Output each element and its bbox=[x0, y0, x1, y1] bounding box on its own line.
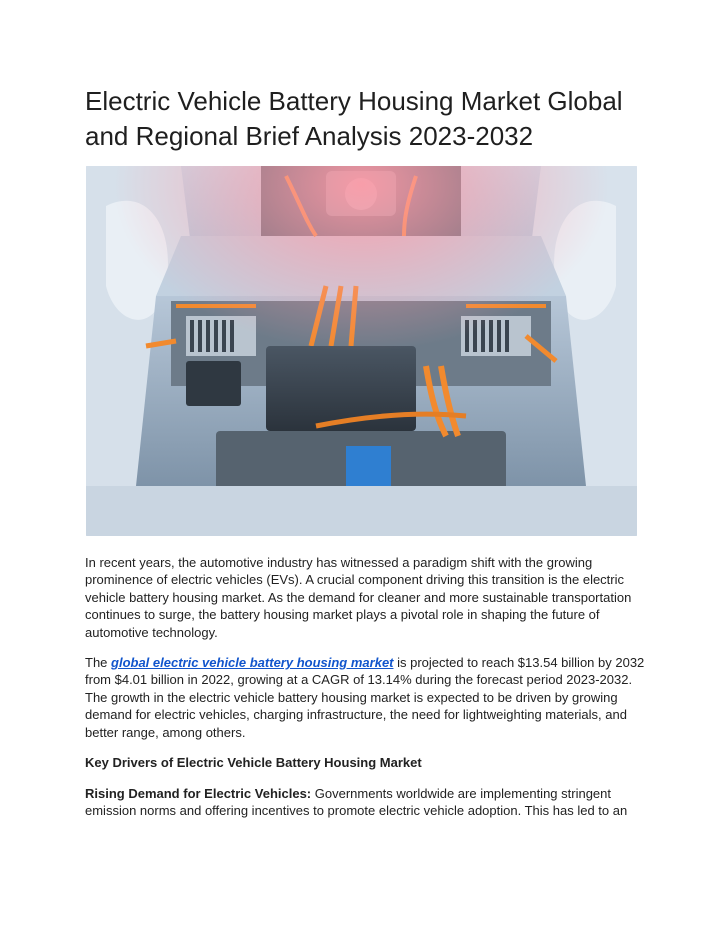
driver-text: Governments worldwide are implementing stringent emission norms and offering incentives to promote electric vehicle adoption. This has led to an bbox=[85, 786, 628, 819]
drivers-heading: Key Drivers of Electric Vehicle Battery Housing Market bbox=[85, 755, 422, 770]
driver-label: Rising Demand for Electric Vehicles: bbox=[85, 786, 312, 801]
ev-battery-chassis-photo-icon bbox=[86, 166, 637, 536]
hero-image bbox=[86, 166, 637, 536]
market-report-link[interactable]: global electric vehicle battery housing market bbox=[111, 655, 394, 670]
market-lead-text: The bbox=[85, 655, 112, 670]
market-body-text: is projected to reach $13.54 billion by 2032 from $4.01 billion in 2022, growing at a CAGR of 13.14% during the forecast period 2023-2032. The growth in the electric vehicle battery housing market is expected to be driven by growing demand for electric vehicles, charging infrastructure, the need for lightweighting materials, and better range, among others. bbox=[85, 655, 645, 740]
page-title: Electric Vehicle Battery Housing Market Global and Regional Brief Analysis 2023-2032 bbox=[85, 86, 623, 151]
intro-paragraph: In recent years, the automotive industry has witnessed a paradigm shift with the growing prominence of electric vehicles (EVs). A crucial component driving this transition is the electric vehicle battery housing market. As the demand for cleaner and more sustainable transportation continues to surge, the battery housing market plays a pivotal role in shaping the future of automotive technology. bbox=[85, 555, 632, 640]
market-paragraph bbox=[85, 654, 645, 741]
driver-paragraph bbox=[85, 785, 645, 820]
